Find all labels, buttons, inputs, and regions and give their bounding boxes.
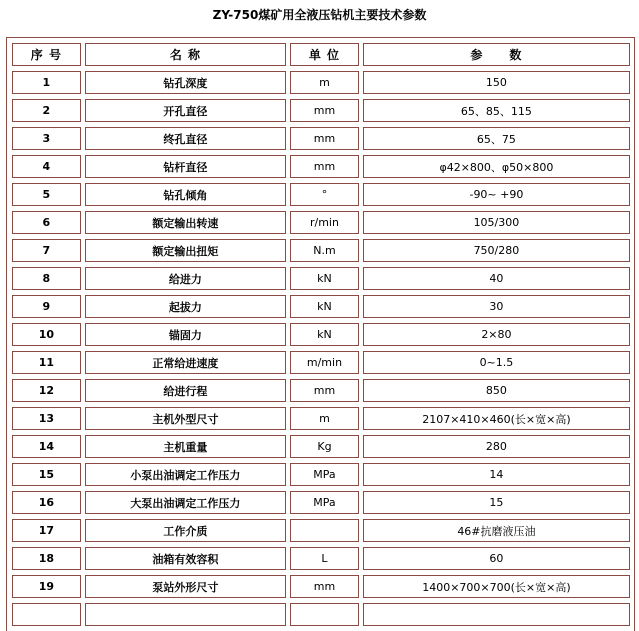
row-unit: m/min [290, 351, 359, 374]
table-row [12, 239, 630, 262]
row-unit: Kg [290, 435, 359, 458]
row-value: 0~1.5 [363, 351, 630, 374]
row-value: 40 [363, 267, 630, 290]
table-row [12, 295, 630, 318]
row-unit: mm [290, 575, 359, 598]
row-number: 6 [12, 211, 81, 234]
row-unit: kN [290, 267, 359, 290]
row-number: 9 [12, 295, 81, 318]
table-row [12, 575, 630, 598]
row-number: 8 [12, 267, 81, 290]
row-name: 钻孔深度 [85, 71, 286, 94]
row-unit: MPa [290, 491, 359, 514]
row-unit: kN [290, 323, 359, 346]
row-number: 1 [12, 71, 81, 94]
row-name: 开孔直径 [85, 99, 286, 122]
row-name: 额定输出扭矩 [85, 239, 286, 262]
row-value: 750/280 [363, 239, 630, 262]
row-name: 锚固力 [85, 323, 286, 346]
row-value: 280 [363, 435, 630, 458]
row-value: 105/300 [363, 211, 630, 234]
row-name: 工作介质 [85, 519, 286, 542]
table-row [12, 211, 630, 234]
row-number: 19 [12, 575, 81, 598]
table-header-row [12, 43, 630, 66]
table-row [12, 491, 630, 514]
row-number: 12 [12, 379, 81, 402]
page-title: ZY-750煤矿用全液压钻机主要技术参数 [212, 8, 427, 22]
row-name: 额定输出转速 [85, 211, 286, 234]
row-value: φ42×800、φ50×800 [363, 155, 630, 178]
row-name: 给进力 [85, 267, 286, 290]
row-number: 10 [12, 323, 81, 346]
row-name: 钻杆直径 [85, 155, 286, 178]
row-number: 18 [12, 547, 81, 570]
row-number [12, 603, 81, 626]
row-value: 14 [363, 463, 630, 486]
row-value: 60 [363, 547, 630, 570]
row-name: 主机外型尺寸 [85, 407, 286, 430]
row-name: 起拔力 [85, 295, 286, 318]
row-value: -90~ +90 [363, 183, 630, 206]
row-unit: r/min [290, 211, 359, 234]
table-row [12, 379, 630, 402]
row-name: 泵站外形尺寸 [85, 575, 286, 598]
table-row [12, 407, 630, 430]
header-name: 名 称 [85, 43, 286, 66]
row-unit: m [290, 71, 359, 94]
table-row [12, 519, 630, 542]
row-value: 150 [363, 71, 630, 94]
row-value: 2×80 [363, 323, 630, 346]
row-name: 大泵出油调定工作压力 [85, 491, 286, 514]
table-row [12, 183, 630, 206]
spec-table [6, 37, 635, 631]
row-value: 1400×700×700(长×宽×高) [363, 575, 630, 598]
row-name [85, 603, 286, 626]
row-name: 主机重量 [85, 435, 286, 458]
row-value: 46#抗磨液压油 [363, 519, 630, 542]
row-unit: mm [290, 127, 359, 150]
table-row [12, 71, 630, 94]
row-number: 4 [12, 155, 81, 178]
table-row [12, 547, 630, 570]
row-number: 17 [12, 519, 81, 542]
row-name: 钻孔倾角 [85, 183, 286, 206]
table-row [12, 435, 630, 458]
row-value: 2107×410×460(长×宽×高) [363, 407, 630, 430]
row-unit: mm [290, 155, 359, 178]
header-unit: 单 位 [290, 43, 359, 66]
row-unit: N.m [290, 239, 359, 262]
table-row [12, 267, 630, 290]
table-row [12, 603, 630, 626]
table-row [12, 155, 630, 178]
row-value: 65、75 [363, 127, 630, 150]
row-value: 15 [363, 491, 630, 514]
row-number: 2 [12, 99, 81, 122]
row-unit [290, 519, 359, 542]
table-row [12, 127, 630, 150]
row-unit: ° [290, 183, 359, 206]
row-name: 正常给进速度 [85, 351, 286, 374]
row-number: 13 [12, 407, 81, 430]
table-row [12, 99, 630, 122]
row-unit: kN [290, 295, 359, 318]
row-number: 16 [12, 491, 81, 514]
row-unit: L [290, 547, 359, 570]
row-number: 14 [12, 435, 81, 458]
row-value: 65、85、115 [363, 99, 630, 122]
table-row [12, 351, 630, 374]
row-name: 小泵出油调定工作压力 [85, 463, 286, 486]
row-name: 给进行程 [85, 379, 286, 402]
table-row [12, 323, 630, 346]
spec-table-grid [8, 38, 634, 631]
row-unit: MPa [290, 463, 359, 486]
row-unit: mm [290, 379, 359, 402]
row-number: 5 [12, 183, 81, 206]
row-unit: mm [290, 99, 359, 122]
header-params: 参 数 [363, 43, 630, 66]
row-number: 11 [12, 351, 81, 374]
row-name: 终孔直径 [85, 127, 286, 150]
row-unit: m [290, 407, 359, 430]
row-value: 850 [363, 379, 630, 402]
row-number: 3 [12, 127, 81, 150]
row-number: 15 [12, 463, 81, 486]
row-number: 7 [12, 239, 81, 262]
table-row [12, 463, 630, 486]
row-unit [290, 603, 359, 626]
row-value [363, 603, 630, 626]
row-name: 油箱有效容积 [85, 547, 286, 570]
header-no: 序 号 [12, 43, 81, 66]
row-value: 30 [363, 295, 630, 318]
